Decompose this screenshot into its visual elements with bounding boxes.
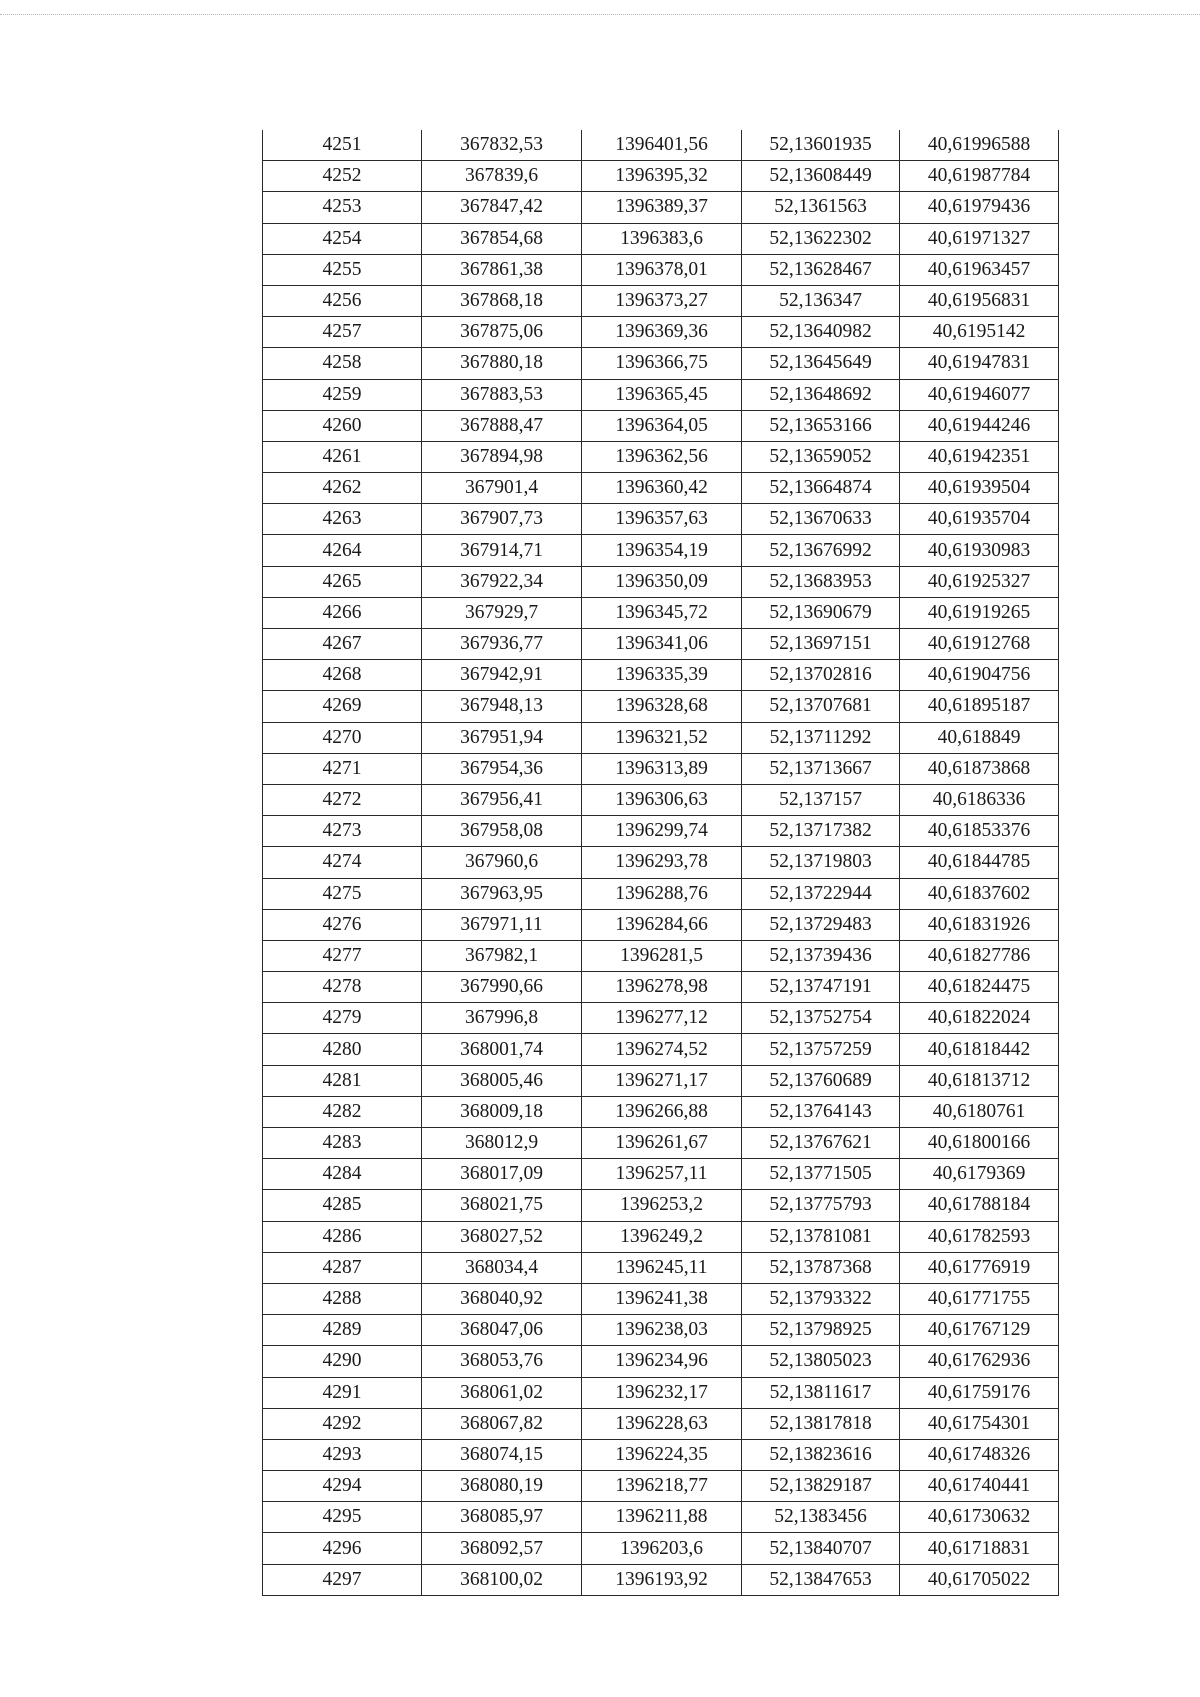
x-coordinate-cell: 367942,91 [422, 660, 582, 691]
x-coordinate-cell: 368080,19 [422, 1471, 582, 1502]
point-number-cell: 4274 [263, 847, 422, 878]
x-coordinate-cell: 367832,53 [422, 130, 582, 161]
y-coordinate-cell: 1396389,37 [582, 192, 742, 223]
y-coordinate-cell: 1396284,66 [582, 909, 742, 940]
x-coordinate-cell: 368053,76 [422, 1346, 582, 1377]
y-coordinate-cell: 1396193,92 [582, 1564, 742, 1595]
x-coordinate-cell: 367960,6 [422, 847, 582, 878]
x-coordinate-cell: 367929,7 [422, 597, 582, 628]
table-row [263, 379, 1059, 410]
x-coordinate-cell: 367861,38 [422, 254, 582, 285]
y-coordinate-cell: 1396224,35 [582, 1439, 742, 1470]
latitude-cell: 52,13711292 [742, 722, 900, 753]
point-number-cell: 4279 [263, 1003, 422, 1034]
y-coordinate-cell: 1396253,2 [582, 1190, 742, 1221]
y-coordinate-cell: 1396369,36 [582, 317, 742, 348]
latitude-cell: 52,13775793 [742, 1190, 900, 1221]
latitude-cell: 52,13676992 [742, 535, 900, 566]
y-coordinate-cell: 1396350,09 [582, 566, 742, 597]
x-coordinate-cell: 367948,13 [422, 691, 582, 722]
y-coordinate-cell: 1396357,63 [582, 504, 742, 535]
y-coordinate-cell: 1396241,38 [582, 1283, 742, 1314]
table-row [263, 317, 1059, 348]
longitude-cell: 40,61987784 [900, 161, 1059, 192]
x-coordinate-cell: 368017,09 [422, 1159, 582, 1190]
table-row [263, 254, 1059, 285]
y-coordinate-cell: 1396341,06 [582, 629, 742, 660]
point-number-cell: 4252 [263, 161, 422, 192]
x-coordinate-cell: 368012,9 [422, 1128, 582, 1159]
longitude-cell: 40,61800166 [900, 1128, 1059, 1159]
table-row [263, 629, 1059, 660]
longitude-cell: 40,61782593 [900, 1221, 1059, 1252]
point-number-cell: 4266 [263, 597, 422, 628]
point-number-cell: 4289 [263, 1315, 422, 1346]
latitude-cell: 52,1361563 [742, 192, 900, 223]
y-coordinate-cell: 1396395,32 [582, 161, 742, 192]
longitude-cell: 40,61754301 [900, 1408, 1059, 1439]
latitude-cell: 52,13764143 [742, 1096, 900, 1127]
point-number-cell: 4286 [263, 1221, 422, 1252]
point-number-cell: 4287 [263, 1252, 422, 1283]
point-number-cell: 4272 [263, 784, 422, 815]
x-coordinate-cell: 367875,06 [422, 317, 582, 348]
table-row [263, 130, 1059, 161]
latitude-cell: 52,13793322 [742, 1283, 900, 1314]
x-coordinate-cell: 368009,18 [422, 1096, 582, 1127]
point-number-cell: 4255 [263, 254, 422, 285]
longitude-cell: 40,61904756 [900, 660, 1059, 691]
latitude-cell: 52,13653166 [742, 410, 900, 441]
scan-edge-line [0, 14, 1200, 15]
point-number-cell: 4268 [263, 660, 422, 691]
point-number-cell: 4285 [263, 1190, 422, 1221]
latitude-cell: 52,13690679 [742, 597, 900, 628]
latitude-cell: 52,13771505 [742, 1159, 900, 1190]
y-coordinate-cell: 1396266,88 [582, 1096, 742, 1127]
point-number-cell: 4275 [263, 878, 422, 909]
y-coordinate-cell: 1396277,12 [582, 1003, 742, 1034]
point-number-cell: 4276 [263, 909, 422, 940]
table-row [263, 161, 1059, 192]
y-coordinate-cell: 1396313,89 [582, 753, 742, 784]
table-row [263, 1315, 1059, 1346]
longitude-cell: 40,61831926 [900, 909, 1059, 940]
point-number-cell: 4267 [263, 629, 422, 660]
point-number-cell: 4264 [263, 535, 422, 566]
latitude-cell: 52,13707681 [742, 691, 900, 722]
point-number-cell: 4253 [263, 192, 422, 223]
latitude-cell: 52,13713667 [742, 753, 900, 784]
y-coordinate-cell: 1396278,98 [582, 972, 742, 1003]
point-number-cell: 4269 [263, 691, 422, 722]
table-row [263, 1408, 1059, 1439]
longitude-cell: 40,61979436 [900, 192, 1059, 223]
longitude-cell: 40,61912768 [900, 629, 1059, 660]
latitude-cell: 52,13811617 [742, 1377, 900, 1408]
table-row [263, 1128, 1059, 1159]
table-row [263, 597, 1059, 628]
table-row [263, 722, 1059, 753]
point-number-cell: 4256 [263, 285, 422, 316]
table-row [263, 535, 1059, 566]
point-number-cell: 4263 [263, 504, 422, 535]
latitude-cell: 52,13847653 [742, 1564, 900, 1595]
x-coordinate-cell: 368047,06 [422, 1315, 582, 1346]
y-coordinate-cell: 1396293,78 [582, 847, 742, 878]
latitude-cell: 52,136347 [742, 285, 900, 316]
longitude-cell: 40,61822024 [900, 1003, 1059, 1034]
y-coordinate-cell: 1396245,11 [582, 1252, 742, 1283]
x-coordinate-cell: 367839,6 [422, 161, 582, 192]
point-number-cell: 4291 [263, 1377, 422, 1408]
latitude-cell: 52,13817818 [742, 1408, 900, 1439]
y-coordinate-cell: 1396373,27 [582, 285, 742, 316]
x-coordinate-cell: 367854,68 [422, 223, 582, 254]
longitude-cell: 40,61837602 [900, 878, 1059, 909]
longitude-cell: 40,61827786 [900, 940, 1059, 971]
point-number-cell: 4278 [263, 972, 422, 1003]
point-number-cell: 4292 [263, 1408, 422, 1439]
longitude-cell: 40,61971327 [900, 223, 1059, 254]
latitude-cell: 52,13645649 [742, 348, 900, 379]
point-number-cell: 4296 [263, 1533, 422, 1564]
table-row [263, 1003, 1059, 1034]
y-coordinate-cell: 1396365,45 [582, 379, 742, 410]
table-row [263, 691, 1059, 722]
table-row [263, 504, 1059, 535]
latitude-cell: 52,13805023 [742, 1346, 900, 1377]
y-coordinate-cell: 1396249,2 [582, 1221, 742, 1252]
table-row [263, 816, 1059, 847]
table-row [263, 784, 1059, 815]
point-number-cell: 4261 [263, 441, 422, 472]
point-number-cell: 4257 [263, 317, 422, 348]
longitude-cell: 40,6179369 [900, 1159, 1059, 1190]
latitude-cell: 52,13622302 [742, 223, 900, 254]
y-coordinate-cell: 1396364,05 [582, 410, 742, 441]
table-row [263, 410, 1059, 441]
y-coordinate-cell: 1396281,5 [582, 940, 742, 971]
latitude-cell: 52,13823616 [742, 1439, 900, 1470]
latitude-cell: 52,13829187 [742, 1471, 900, 1502]
point-number-cell: 4254 [263, 223, 422, 254]
longitude-cell: 40,61748326 [900, 1439, 1059, 1470]
y-coordinate-cell: 1396288,76 [582, 878, 742, 909]
y-coordinate-cell: 1396238,03 [582, 1315, 742, 1346]
point-number-cell: 4293 [263, 1439, 422, 1470]
y-coordinate-cell: 1396378,01 [582, 254, 742, 285]
y-coordinate-cell: 1396261,67 [582, 1128, 742, 1159]
longitude-cell: 40,61919265 [900, 597, 1059, 628]
x-coordinate-cell: 367963,95 [422, 878, 582, 909]
y-coordinate-cell: 1396360,42 [582, 473, 742, 504]
point-number-cell: 4281 [263, 1065, 422, 1096]
longitude-cell: 40,618849 [900, 722, 1059, 753]
table-row [263, 1221, 1059, 1252]
point-number-cell: 4280 [263, 1034, 422, 1065]
latitude-cell: 52,13683953 [742, 566, 900, 597]
y-coordinate-cell: 1396218,77 [582, 1471, 742, 1502]
point-number-cell: 4297 [263, 1564, 422, 1595]
table-row [263, 1564, 1059, 1595]
table-row [263, 285, 1059, 316]
longitude-cell: 40,61963457 [900, 254, 1059, 285]
x-coordinate-cell: 367868,18 [422, 285, 582, 316]
x-coordinate-cell: 367914,71 [422, 535, 582, 566]
x-coordinate-cell: 367936,77 [422, 629, 582, 660]
point-number-cell: 4283 [263, 1128, 422, 1159]
longitude-cell: 40,61895187 [900, 691, 1059, 722]
latitude-cell: 52,13702816 [742, 660, 900, 691]
longitude-cell: 40,61935704 [900, 504, 1059, 535]
latitude-cell: 52,13752754 [742, 1003, 900, 1034]
point-number-cell: 4258 [263, 348, 422, 379]
point-number-cell: 4259 [263, 379, 422, 410]
longitude-cell: 40,61939504 [900, 473, 1059, 504]
point-number-cell: 4265 [263, 566, 422, 597]
x-coordinate-cell: 367954,36 [422, 753, 582, 784]
latitude-cell: 52,13722944 [742, 878, 900, 909]
longitude-cell: 40,61767129 [900, 1315, 1059, 1346]
table-row [263, 1159, 1059, 1190]
y-coordinate-cell: 1396362,56 [582, 441, 742, 472]
longitude-cell: 40,61946077 [900, 379, 1059, 410]
latitude-cell: 52,13601935 [742, 130, 900, 161]
latitude-cell: 52,13628467 [742, 254, 900, 285]
latitude-cell: 52,1383456 [742, 1502, 900, 1533]
table-row [263, 348, 1059, 379]
point-number-cell: 4290 [263, 1346, 422, 1377]
x-coordinate-cell: 368005,46 [422, 1065, 582, 1096]
point-number-cell: 4282 [263, 1096, 422, 1127]
longitude-cell: 40,61930983 [900, 535, 1059, 566]
y-coordinate-cell: 1396274,52 [582, 1034, 742, 1065]
latitude-cell: 52,13697151 [742, 629, 900, 660]
y-coordinate-cell: 1396234,96 [582, 1346, 742, 1377]
table-row [263, 1533, 1059, 1564]
y-coordinate-cell: 1396203,6 [582, 1533, 742, 1564]
longitude-cell: 40,61853376 [900, 816, 1059, 847]
longitude-cell: 40,61813712 [900, 1065, 1059, 1096]
longitude-cell: 40,61925327 [900, 566, 1059, 597]
y-coordinate-cell: 1396211,88 [582, 1502, 742, 1533]
x-coordinate-cell: 367888,47 [422, 410, 582, 441]
x-coordinate-cell: 367883,53 [422, 379, 582, 410]
latitude-cell: 52,137157 [742, 784, 900, 815]
longitude-cell: 40,6180761 [900, 1096, 1059, 1127]
point-number-cell: 4288 [263, 1283, 422, 1314]
table-row [263, 940, 1059, 971]
point-number-cell: 4273 [263, 816, 422, 847]
x-coordinate-cell: 367956,41 [422, 784, 582, 815]
longitude-cell: 40,61844785 [900, 847, 1059, 878]
point-number-cell: 4262 [263, 473, 422, 504]
table-row [263, 1190, 1059, 1221]
latitude-cell: 52,13670633 [742, 504, 900, 535]
point-number-cell: 4284 [263, 1159, 422, 1190]
longitude-cell: 40,61824475 [900, 972, 1059, 1003]
table-row [263, 1252, 1059, 1283]
coordinates-table [262, 130, 1059, 1596]
x-coordinate-cell: 368085,97 [422, 1502, 582, 1533]
point-number-cell: 4294 [263, 1471, 422, 1502]
longitude-cell: 40,61771755 [900, 1283, 1059, 1314]
longitude-cell: 40,61740441 [900, 1471, 1059, 1502]
point-number-cell: 4277 [263, 940, 422, 971]
y-coordinate-cell: 1396328,68 [582, 691, 742, 722]
x-coordinate-cell: 367894,98 [422, 441, 582, 472]
latitude-cell: 52,13640982 [742, 317, 900, 348]
x-coordinate-cell: 368001,74 [422, 1034, 582, 1065]
y-coordinate-cell: 1396383,6 [582, 223, 742, 254]
table-row [263, 223, 1059, 254]
point-number-cell: 4271 [263, 753, 422, 784]
x-coordinate-cell: 367951,94 [422, 722, 582, 753]
latitude-cell: 52,13739436 [742, 940, 900, 971]
table-row [263, 1502, 1059, 1533]
x-coordinate-cell: 368061,02 [422, 1377, 582, 1408]
point-number-cell: 4260 [263, 410, 422, 441]
y-coordinate-cell: 1396232,17 [582, 1377, 742, 1408]
longitude-cell: 40,61762936 [900, 1346, 1059, 1377]
table-row [263, 1096, 1059, 1127]
point-number-cell: 4270 [263, 722, 422, 753]
coordinates-table-body [263, 130, 1059, 1595]
document-page [262, 130, 1058, 1596]
x-coordinate-cell: 367907,73 [422, 504, 582, 535]
y-coordinate-cell: 1396354,19 [582, 535, 742, 566]
latitude-cell: 52,13648692 [742, 379, 900, 410]
longitude-cell: 40,61759176 [900, 1377, 1059, 1408]
y-coordinate-cell: 1396271,17 [582, 1065, 742, 1096]
y-coordinate-cell: 1396401,56 [582, 130, 742, 161]
longitude-cell: 40,61705022 [900, 1564, 1059, 1595]
longitude-cell: 40,61730632 [900, 1502, 1059, 1533]
longitude-cell: 40,61788184 [900, 1190, 1059, 1221]
table-row [263, 878, 1059, 909]
x-coordinate-cell: 367880,18 [422, 348, 582, 379]
latitude-cell: 52,13760689 [742, 1065, 900, 1096]
longitude-cell: 40,61718831 [900, 1533, 1059, 1564]
table-row [263, 1034, 1059, 1065]
y-coordinate-cell: 1396299,74 [582, 816, 742, 847]
x-coordinate-cell: 368040,92 [422, 1283, 582, 1314]
table-row [263, 909, 1059, 940]
x-coordinate-cell: 367901,4 [422, 473, 582, 504]
longitude-cell: 40,61956831 [900, 285, 1059, 316]
table-row [263, 1439, 1059, 1470]
y-coordinate-cell: 1396366,75 [582, 348, 742, 379]
longitude-cell: 40,61873868 [900, 753, 1059, 784]
longitude-cell: 40,61776919 [900, 1252, 1059, 1283]
x-coordinate-cell: 368021,75 [422, 1190, 582, 1221]
latitude-cell: 52,13840707 [742, 1533, 900, 1564]
longitude-cell: 40,61944246 [900, 410, 1059, 441]
latitude-cell: 52,13717382 [742, 816, 900, 847]
table-row [263, 473, 1059, 504]
latitude-cell: 52,13787368 [742, 1252, 900, 1283]
table-row [263, 1346, 1059, 1377]
table-row [263, 1377, 1059, 1408]
longitude-cell: 40,61947831 [900, 348, 1059, 379]
latitude-cell: 52,13729483 [742, 909, 900, 940]
latitude-cell: 52,13757259 [742, 1034, 900, 1065]
x-coordinate-cell: 368092,57 [422, 1533, 582, 1564]
latitude-cell: 52,13608449 [742, 161, 900, 192]
y-coordinate-cell: 1396335,39 [582, 660, 742, 691]
longitude-cell: 40,61942351 [900, 441, 1059, 472]
latitude-cell: 52,13719803 [742, 847, 900, 878]
point-number-cell: 4251 [263, 130, 422, 161]
table-row [263, 441, 1059, 472]
x-coordinate-cell: 367971,11 [422, 909, 582, 940]
table-row [263, 972, 1059, 1003]
x-coordinate-cell: 367922,34 [422, 566, 582, 597]
y-coordinate-cell: 1396257,11 [582, 1159, 742, 1190]
table-row [263, 753, 1059, 784]
x-coordinate-cell: 368027,52 [422, 1221, 582, 1252]
x-coordinate-cell: 368034,4 [422, 1252, 582, 1283]
latitude-cell: 52,13781081 [742, 1221, 900, 1252]
x-coordinate-cell: 367996,8 [422, 1003, 582, 1034]
table-row [263, 1471, 1059, 1502]
longitude-cell: 40,61996588 [900, 130, 1059, 161]
x-coordinate-cell: 367847,42 [422, 192, 582, 223]
longitude-cell: 40,61818442 [900, 1034, 1059, 1065]
longitude-cell: 40,6186336 [900, 784, 1059, 815]
x-coordinate-cell: 368067,82 [422, 1408, 582, 1439]
latitude-cell: 52,13767621 [742, 1128, 900, 1159]
x-coordinate-cell: 367958,08 [422, 816, 582, 847]
latitude-cell: 52,13664874 [742, 473, 900, 504]
table-row [263, 192, 1059, 223]
latitude-cell: 52,13747191 [742, 972, 900, 1003]
x-coordinate-cell: 368100,02 [422, 1564, 582, 1595]
table-row [263, 1065, 1059, 1096]
y-coordinate-cell: 1396306,63 [582, 784, 742, 815]
table-row [263, 847, 1059, 878]
latitude-cell: 52,13798925 [742, 1315, 900, 1346]
point-number-cell: 4295 [263, 1502, 422, 1533]
table-row [263, 1283, 1059, 1314]
table-row [263, 660, 1059, 691]
y-coordinate-cell: 1396321,52 [582, 722, 742, 753]
y-coordinate-cell: 1396228,63 [582, 1408, 742, 1439]
x-coordinate-cell: 367982,1 [422, 940, 582, 971]
x-coordinate-cell: 367990,66 [422, 972, 582, 1003]
y-coordinate-cell: 1396345,72 [582, 597, 742, 628]
longitude-cell: 40,6195142 [900, 317, 1059, 348]
latitude-cell: 52,13659052 [742, 441, 900, 472]
x-coordinate-cell: 368074,15 [422, 1439, 582, 1470]
table-row [263, 566, 1059, 597]
